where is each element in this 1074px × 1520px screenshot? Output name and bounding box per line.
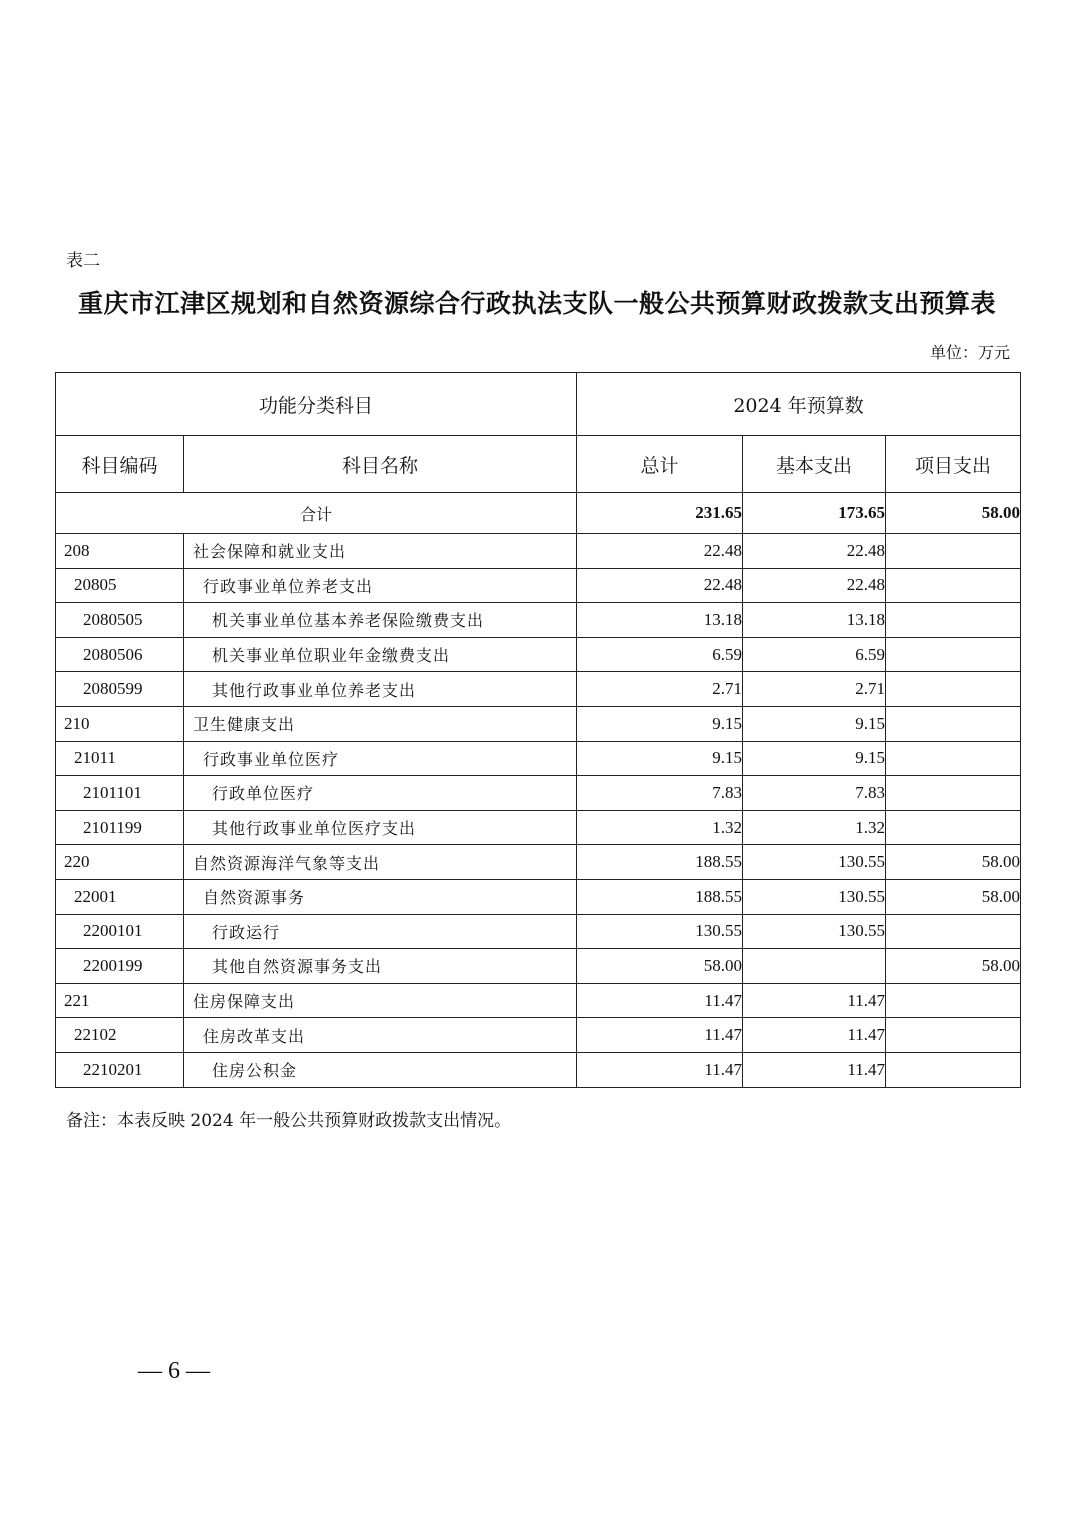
row-code: 22102 [56, 1018, 184, 1053]
header-project: 项目支出 [886, 436, 1021, 493]
table-row [56, 534, 1021, 569]
row-name: 机关事业单位职业年金缴费支出 [184, 637, 577, 672]
table-label: 表二 [66, 251, 100, 271]
row-name: 卫生健康支出 [184, 706, 577, 741]
row-name: 其他行政事业单位养老支出 [184, 672, 577, 707]
table-row [56, 1018, 1021, 1053]
total-basic: 173.65 [743, 493, 886, 534]
row-project [886, 1018, 1021, 1053]
row-code: 2101199 [56, 810, 184, 845]
row-total: 22.48 [577, 568, 743, 603]
row-project [886, 534, 1021, 569]
row-code: 2200199 [56, 949, 184, 984]
row-total: 188.55 [577, 845, 743, 880]
row-code: 208 [56, 534, 184, 569]
row-basic: 22.48 [743, 568, 886, 603]
header-row-1 [56, 373, 1021, 436]
header-total: 总计 [577, 436, 743, 493]
row-project: 58.00 [886, 879, 1021, 914]
table-row [56, 568, 1021, 603]
row-name: 行政事业单位医疗 [184, 741, 577, 776]
row-basic: 1.32 [743, 810, 886, 845]
row-basic: 11.47 [743, 1018, 886, 1053]
row-basic: 9.15 [743, 706, 886, 741]
row-name: 自然资源事务 [184, 879, 577, 914]
row-code: 2080506 [56, 637, 184, 672]
row-code: 2101101 [56, 776, 184, 811]
row-total: 9.15 [577, 741, 743, 776]
table-row [56, 776, 1021, 811]
row-total: 11.47 [577, 1018, 743, 1053]
row-code: 210 [56, 706, 184, 741]
row-basic: 130.55 [743, 879, 886, 914]
row-code: 2080505 [56, 603, 184, 638]
table-row [56, 741, 1021, 776]
table-row [56, 672, 1021, 707]
row-total: 2.71 [577, 672, 743, 707]
row-project: 58.00 [886, 949, 1021, 984]
row-code: 2200101 [56, 914, 184, 949]
row-name: 行政事业单位养老支出 [184, 568, 577, 603]
row-basic: 11.47 [743, 983, 886, 1018]
row-project [886, 672, 1021, 707]
row-total: 22.48 [577, 534, 743, 569]
total-total: 231.65 [577, 493, 743, 534]
row-total: 6.59 [577, 637, 743, 672]
row-total: 7.83 [577, 776, 743, 811]
row-name: 住房改革支出 [184, 1018, 577, 1053]
row-code: 2080599 [56, 672, 184, 707]
row-project [886, 983, 1021, 1018]
row-basic: 130.55 [743, 914, 886, 949]
row-project [886, 776, 1021, 811]
row-name: 其他自然资源事务支出 [184, 949, 577, 984]
note: 备注：本表反映 2024 年一般公共预算财政拨款支出情况。 [66, 1111, 512, 1131]
header-functional-classification: 功能分类科目 [56, 373, 577, 436]
row-basic [743, 949, 886, 984]
row-total: 1.32 [577, 810, 743, 845]
table-row [56, 879, 1021, 914]
header-budget-year: 2024 年预算数 [577, 373, 1021, 436]
row-total: 58.00 [577, 949, 743, 984]
row-basic: 11.47 [743, 1052, 886, 1087]
row-name: 社会保障和就业支出 [184, 534, 577, 569]
row-total: 130.55 [577, 914, 743, 949]
row-project [886, 603, 1021, 638]
row-name: 行政单位医疗 [184, 776, 577, 811]
row-name: 住房公积金 [184, 1052, 577, 1087]
row-total: 11.47 [577, 983, 743, 1018]
row-project [886, 568, 1021, 603]
row-project [886, 741, 1021, 776]
row-name: 住房保障支出 [184, 983, 577, 1018]
header-name: 科目名称 [184, 436, 577, 493]
unit-label: 单位：万元 [929, 343, 1010, 362]
table-row [56, 637, 1021, 672]
row-basic: 6.59 [743, 637, 886, 672]
row-code: 22001 [56, 879, 184, 914]
row-project [886, 914, 1021, 949]
table-row [56, 949, 1021, 984]
table-row [56, 983, 1021, 1018]
row-project: 58.00 [886, 845, 1021, 880]
row-code: 221 [56, 983, 184, 1018]
row-total: 188.55 [577, 879, 743, 914]
row-code: 20805 [56, 568, 184, 603]
total-project: 58.00 [886, 493, 1021, 534]
row-total: 13.18 [577, 603, 743, 638]
row-basic: 13.18 [743, 603, 886, 638]
row-code: 220 [56, 845, 184, 880]
page-number: — 6 — [138, 1358, 210, 1384]
row-total: 11.47 [577, 1052, 743, 1087]
header-row-2 [56, 436, 1021, 493]
table-body [56, 493, 1021, 1088]
table-row [56, 706, 1021, 741]
row-name: 机关事业单位基本养老保险缴费支出 [184, 603, 577, 638]
row-total: 9.15 [577, 706, 743, 741]
budget-table [55, 372, 1021, 1088]
row-project [886, 706, 1021, 741]
table-row [56, 1052, 1021, 1087]
table-row [56, 810, 1021, 845]
row-basic: 2.71 [743, 672, 886, 707]
header-basic: 基本支出 [743, 436, 886, 493]
total-row [56, 493, 1021, 534]
row-name: 自然资源海洋气象等支出 [184, 845, 577, 880]
row-project [886, 637, 1021, 672]
table-row [56, 914, 1021, 949]
row-code: 2210201 [56, 1052, 184, 1087]
row-basic: 22.48 [743, 534, 886, 569]
row-basic: 9.15 [743, 741, 886, 776]
row-basic: 130.55 [743, 845, 886, 880]
row-name: 其他行政事业单位医疗支出 [184, 810, 577, 845]
table-row [56, 845, 1021, 880]
row-project [886, 810, 1021, 845]
row-basic: 7.83 [743, 776, 886, 811]
row-name: 行政运行 [184, 914, 577, 949]
table-row [56, 603, 1021, 638]
header-code: 科目编码 [56, 436, 184, 493]
document-title: 重庆市江津区规划和自然资源综合行政执法支队一般公共预算财政拨款支出预算表 [77, 289, 996, 318]
total-label: 合计 [56, 493, 577, 534]
row-code: 21011 [56, 741, 184, 776]
row-project [886, 1052, 1021, 1087]
